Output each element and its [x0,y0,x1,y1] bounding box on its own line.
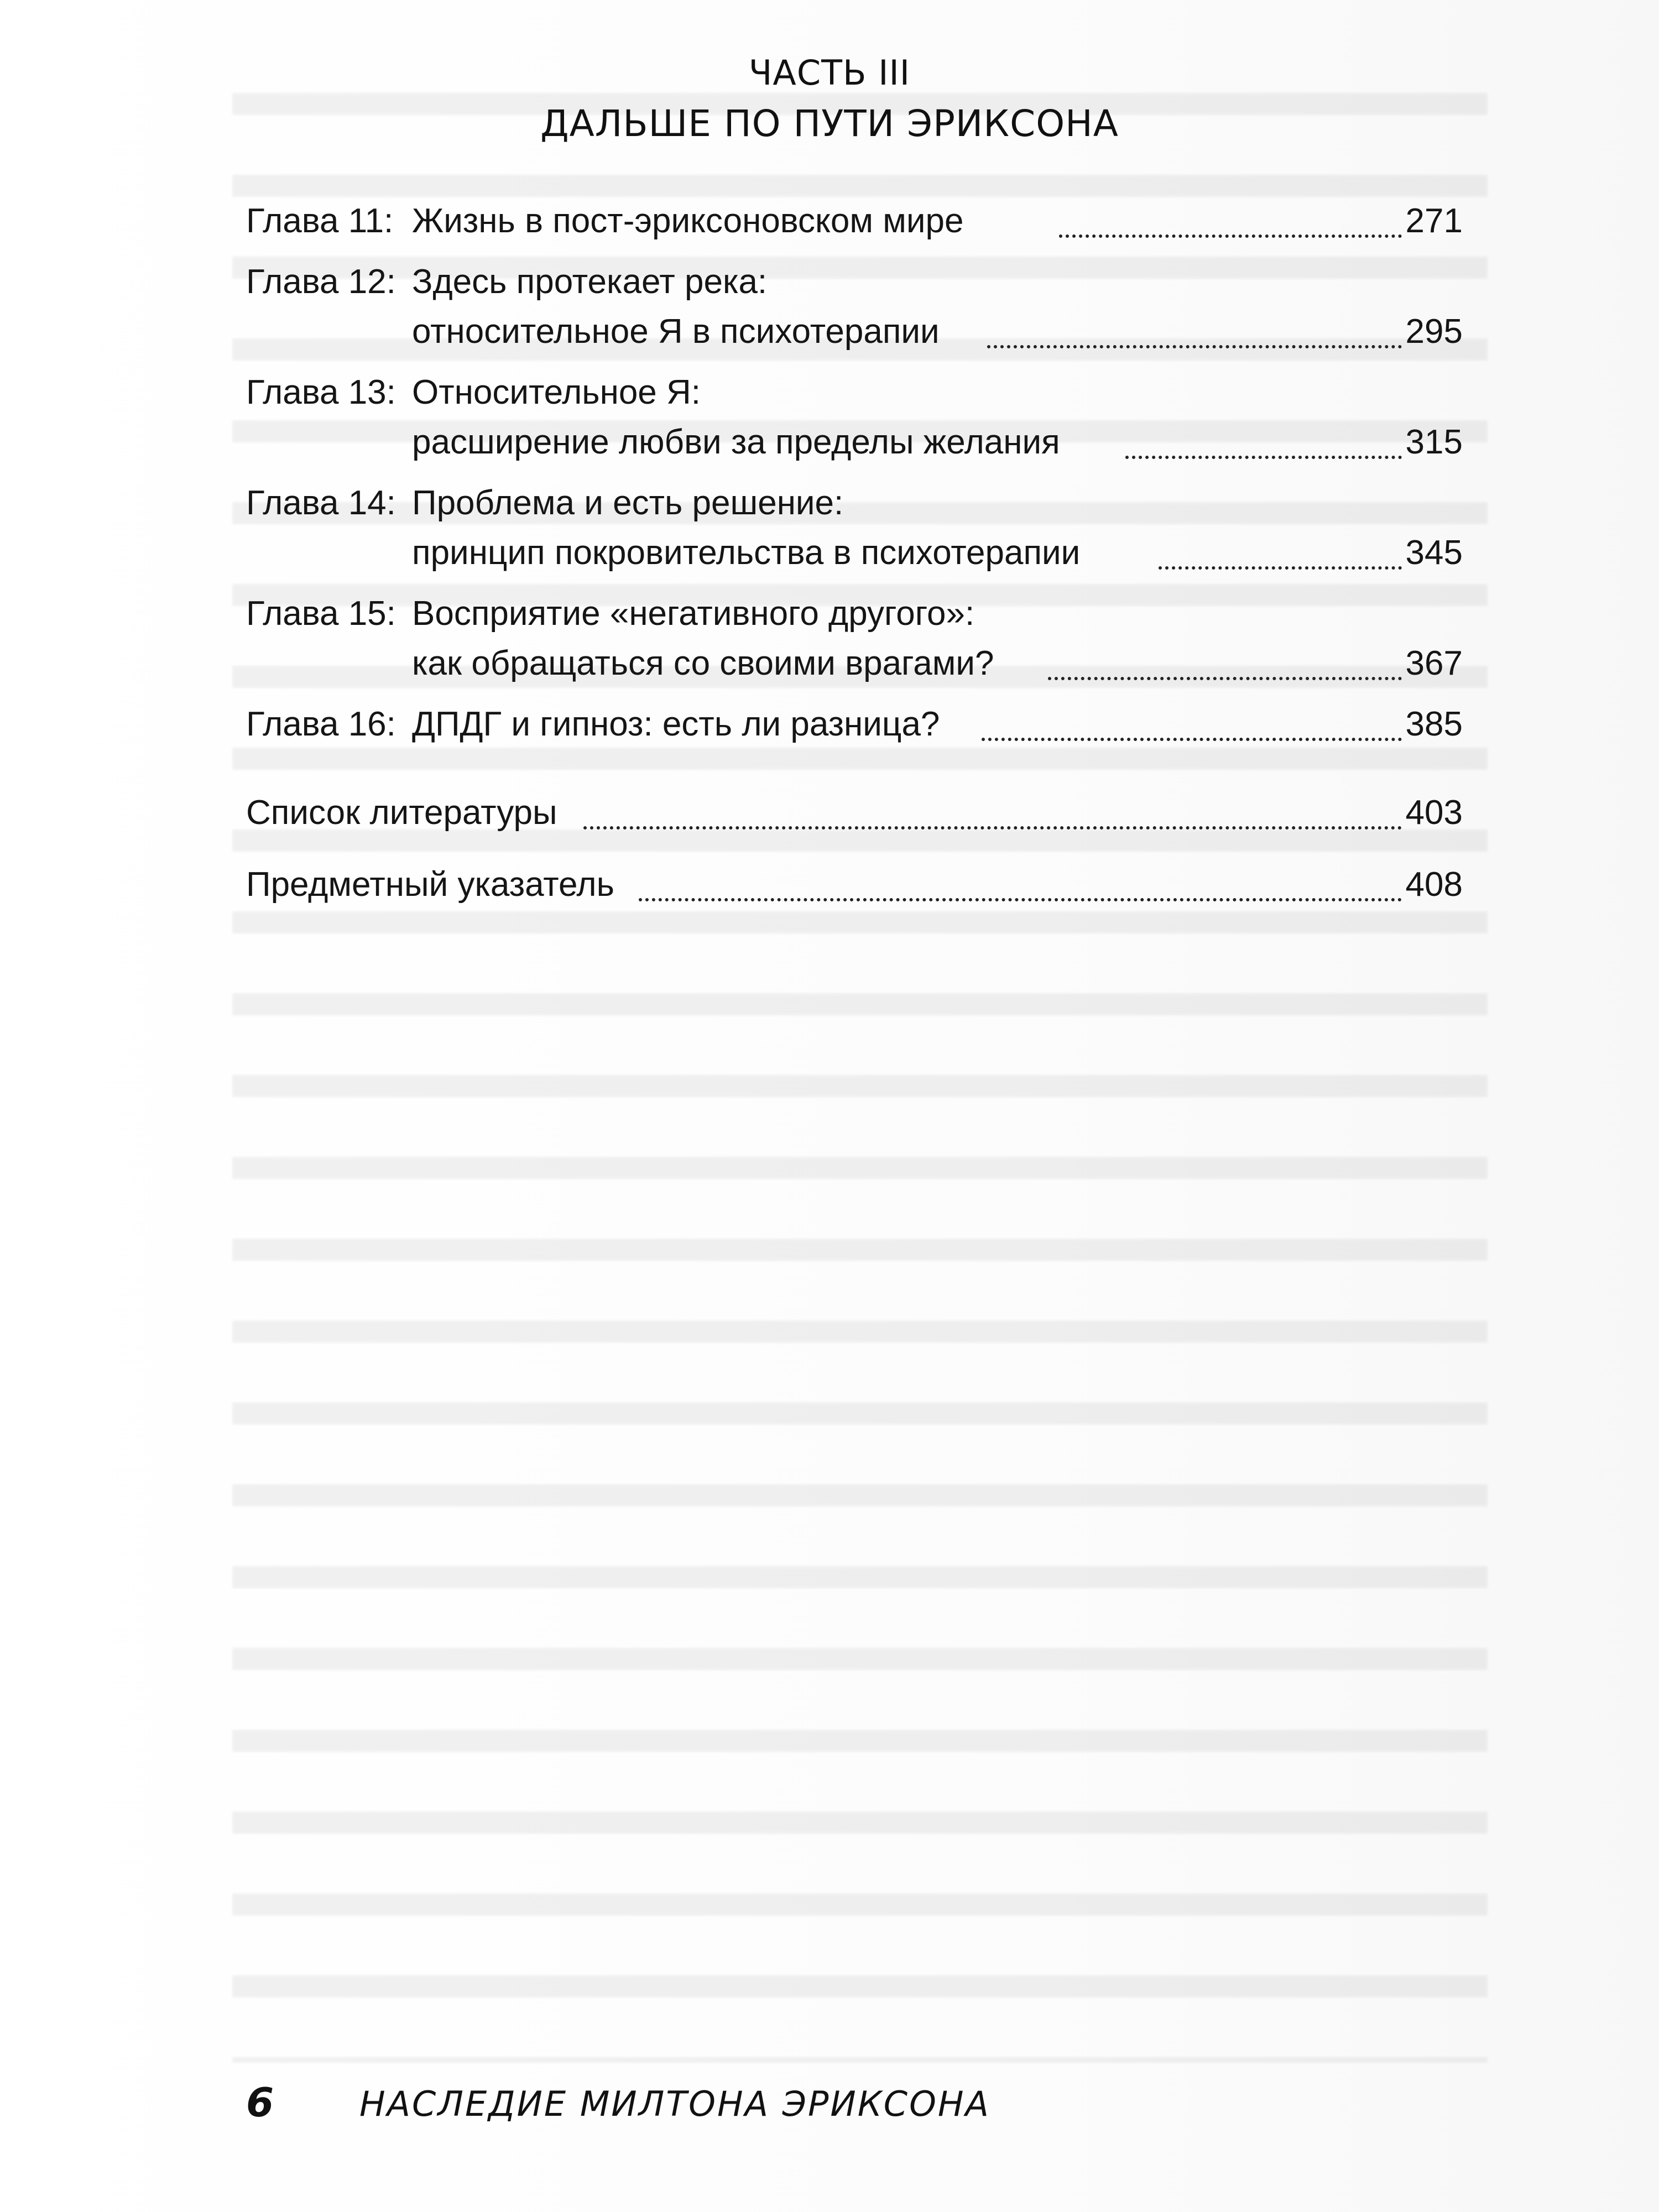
chapter-title-line-2: относительное Я в психотерапии [412,312,940,351]
part-label: ЧАСТЬ III [748,53,911,93]
chapter-label: Глава 16: [246,705,396,743]
chapter-label: Глава 15: [246,594,396,633]
dot-leader [583,792,1402,830]
page-number: 345 [1405,534,1463,572]
section-title: Предметный указатель [246,865,614,904]
page-number: 403 [1405,794,1463,832]
chapter-label: Глава 12: [246,263,396,301]
chapter-label: Глава 11: [246,202,394,240]
chapter-title-line-2: принцип покровительства в психотерапии [412,534,1081,572]
part-title: ДАЛЬШЕ ПО ПУТИ ЭРИКСОНА [540,102,1119,145]
chapter-title-line-1: Проблема и есть решение: [412,484,844,522]
dot-leader [987,311,1402,348]
chapter-label: Глава 13: [246,373,396,411]
section-title: Список литературы [246,794,557,832]
page-number: 295 [1405,312,1463,351]
chapter-title-line-1: Восприятие «негативного другого»: [412,594,975,633]
dot-leader [982,703,1402,741]
chapter-title: Жизнь в пост-эриксоновском мире [412,202,964,240]
page-number: 408 [1405,865,1463,904]
page-number: 385 [1405,705,1463,743]
page-number: 367 [1405,644,1463,682]
chapter-label: Глава 14: [246,484,396,522]
chapter-title-line-2: как обращаться со своими врагами? [412,644,994,682]
page-number: 315 [1405,423,1463,461]
dot-leader [639,864,1402,901]
chapter-title-line-1: Здесь протекает река: [412,263,768,301]
dot-leader [1059,200,1402,238]
chapter-title-line-2: расширение любви за пределы желания [412,423,1060,461]
chapter-title: ДПДГ и гипноз: есть ли разница? [412,705,940,743]
dot-leader [1048,643,1402,680]
dot-leader [1159,532,1402,570]
page-number: 271 [1405,202,1463,240]
dot-leader [1125,421,1402,459]
footer-page-number: 6 [246,2079,274,2126]
chapter-title-line-1: Относительное Я: [412,373,701,411]
footer-book-title: НАСЛЕДИЕ МИЛТОНА ЭРИКСОНА [359,2084,990,2124]
show-through-background [232,61,1488,2063]
